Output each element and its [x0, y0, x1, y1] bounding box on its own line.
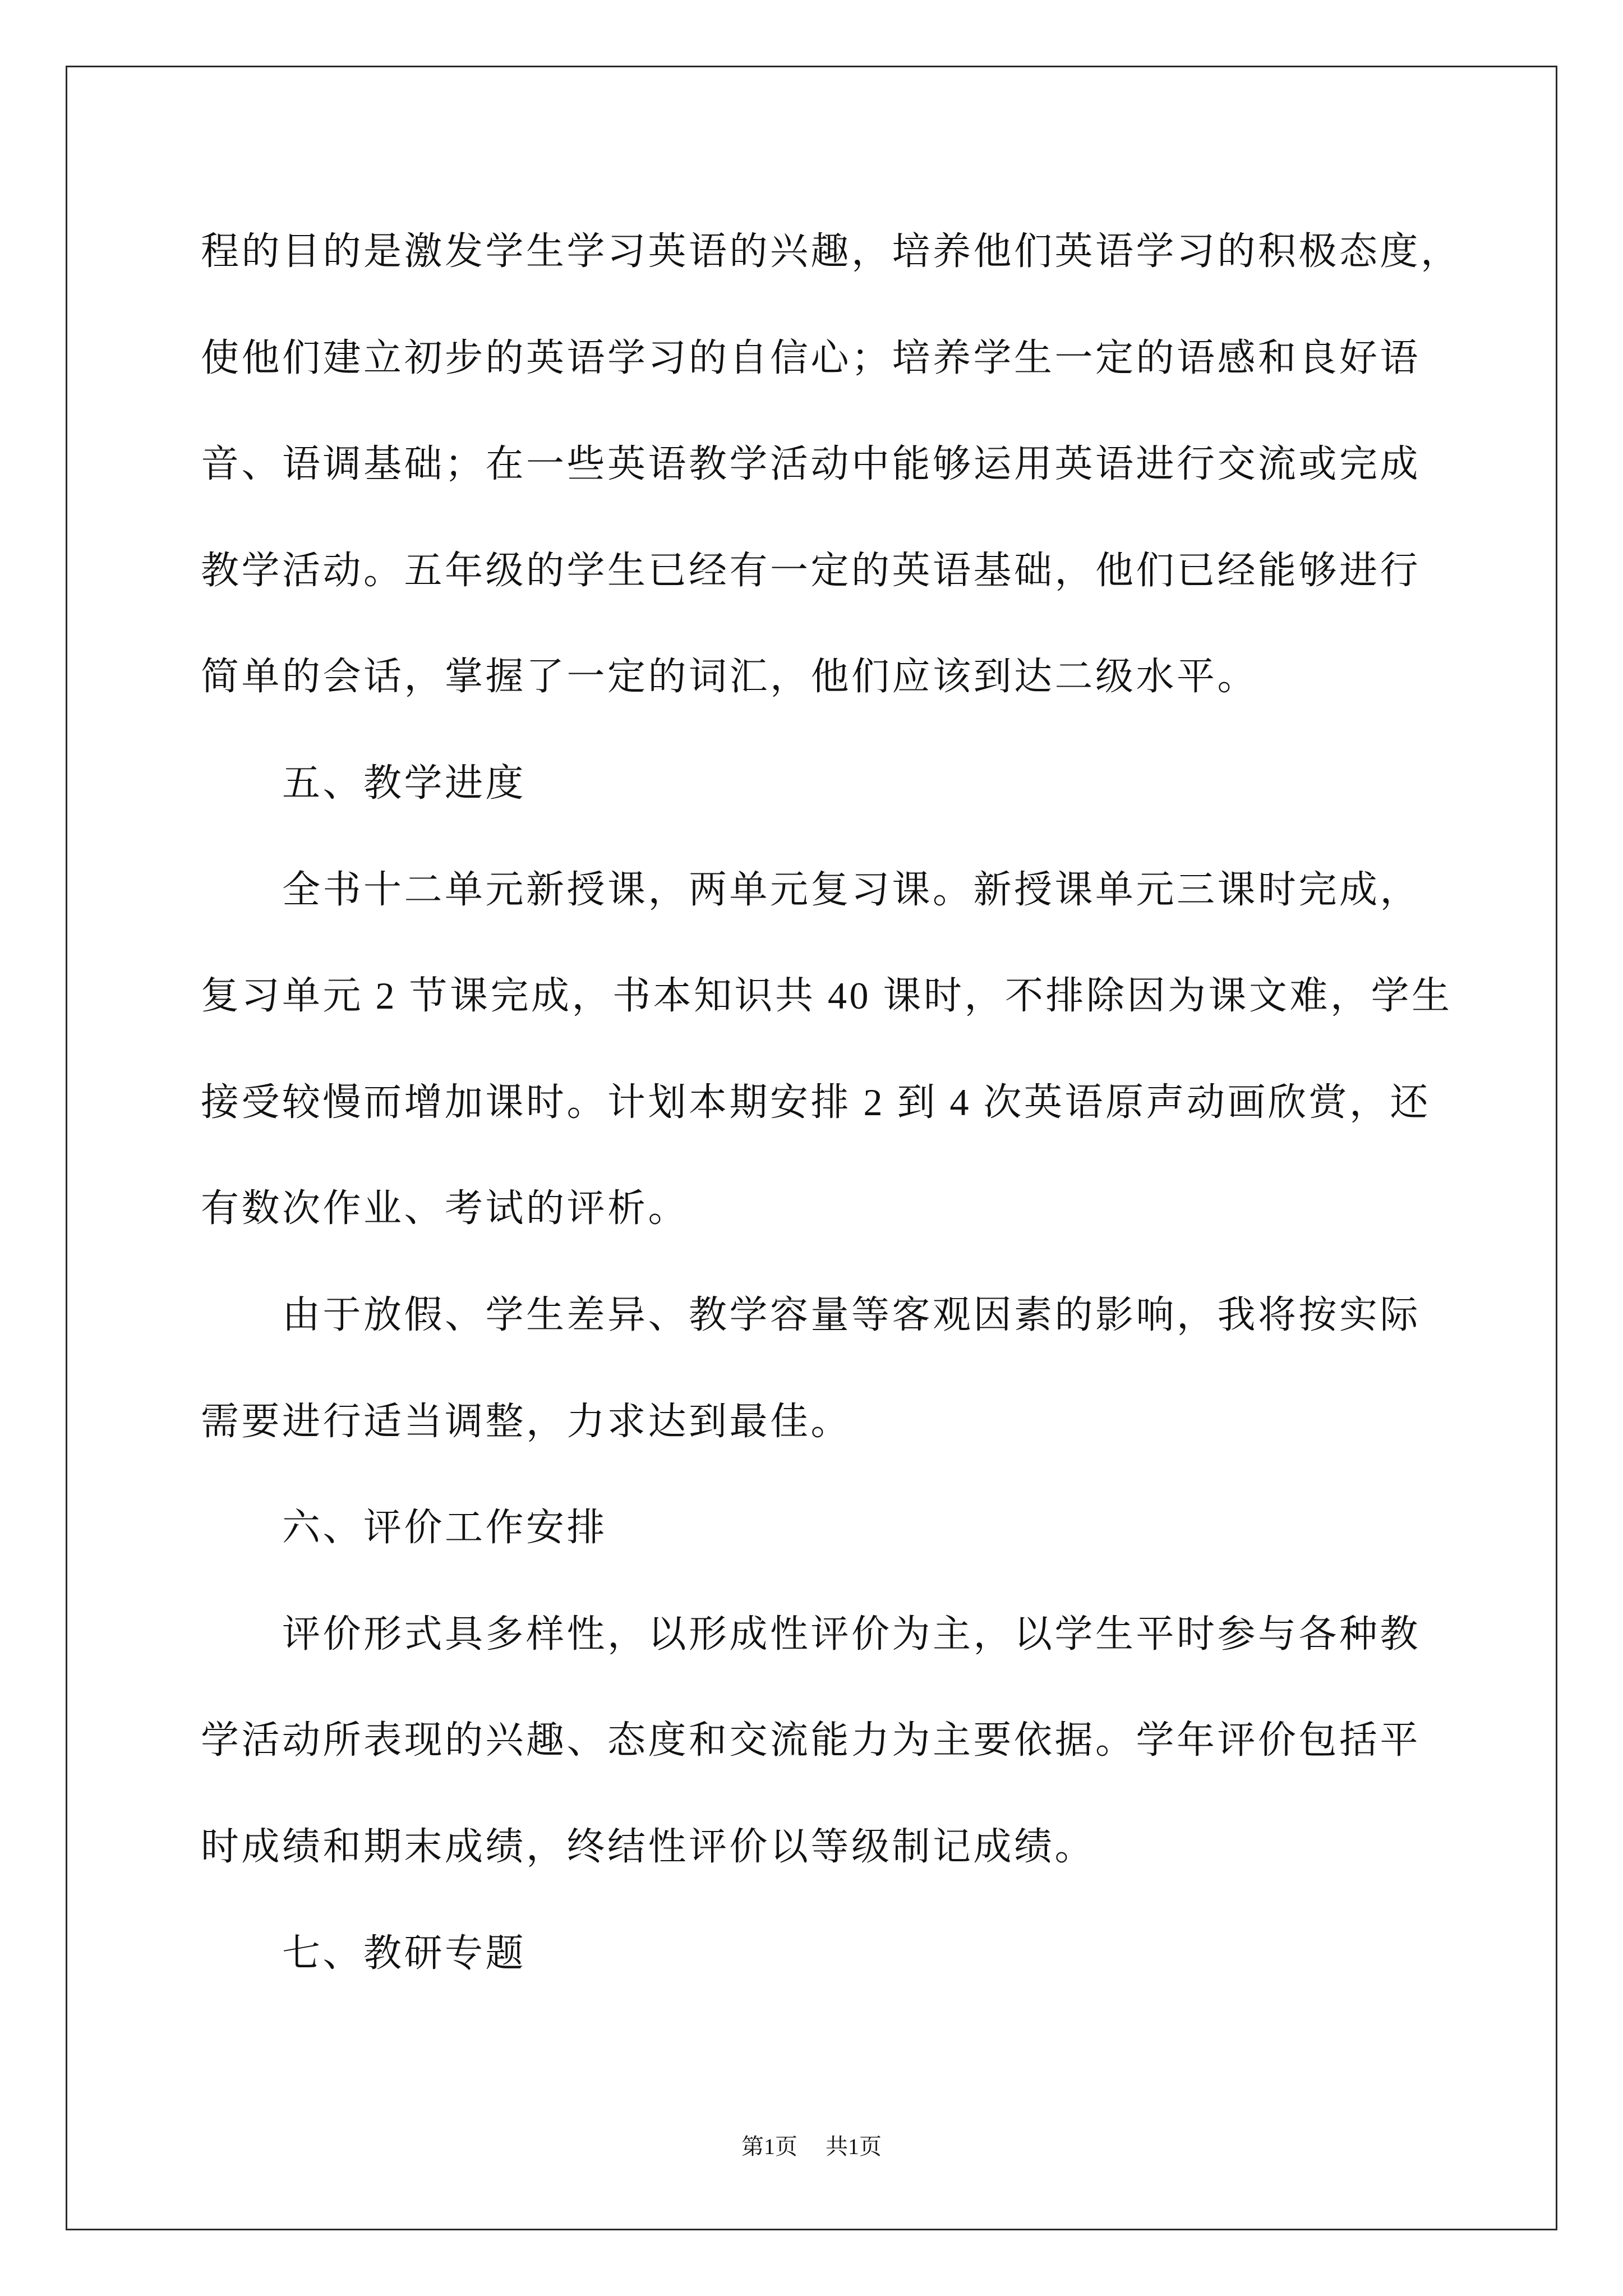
- section-heading: [201, 730, 1547, 837]
- text-line: 音、语调基础；在一些英语教学活动中能够运用英语进行交流或完成: [201, 443, 1421, 486]
- text-line: 需要进行适当调整，力求达到最佳。: [201, 1400, 852, 1443]
- paragraph: [201, 1262, 1547, 1475]
- text-line: 时成绩和期末成绩，终结性评价以等级制记成绩。: [201, 1825, 1096, 1868]
- text-line: 由于放假、学生差异、教学容量等客观因素的影响，我将按实际: [282, 1293, 1421, 1336]
- text-line: 教学活动。五年级的学生已经有一定的英语基础，他们已经能够进行: [201, 549, 1421, 592]
- heading-text: 七、教研专题: [282, 1931, 527, 1975]
- text-line: 有数次作业、考试的评析。: [201, 1187, 689, 1230]
- text-line: 学活动所表现的兴趣、态度和交流能力为主要依据。学年评价包括平: [201, 1719, 1421, 1762]
- page-total: 共1页: [826, 2134, 882, 2159]
- section-heading: [201, 1475, 1547, 1581]
- text-line: 使他们建立初步的英语学习的自信心；培养学生一定的语感和良好语: [201, 336, 1421, 379]
- paragraph: [201, 1581, 1547, 1901]
- document-body: [201, 199, 1547, 2007]
- text-line: 评价形式具多样性，以形成性评价为主，以学生平时参与各种教: [282, 1612, 1421, 1655]
- heading-text: 五、教学进度: [282, 761, 527, 804]
- paragraph: [201, 199, 1547, 730]
- section-heading: [201, 1901, 1547, 2007]
- heading-text: 六、评价工作安排: [282, 1506, 608, 1549]
- paragraph: [201, 837, 1547, 1262]
- page-number: 第1页: [741, 2134, 797, 2159]
- text-line: 接受较慢而增加课时。计划本期安排 2 到 4 次英语原声动画欣赏，还: [201, 1080, 1431, 1124]
- text-line: 复习单元 2 节课完成，书本知识共 40 课时，不排除因为课文难，学生: [201, 974, 1453, 1018]
- text-line: 全书十二单元新授课，两单元复习课。新授课单元三课时完成，: [282, 868, 1421, 911]
- text-line: 程的目的是激发学生学习英语的兴趣，培养他们英语学习的积极态度，: [201, 230, 1461, 273]
- text-line: 简单的会话，掌握了一定的词汇，他们应该到达二级水平。: [201, 655, 1258, 698]
- page-footer: [0, 2130, 1623, 2164]
